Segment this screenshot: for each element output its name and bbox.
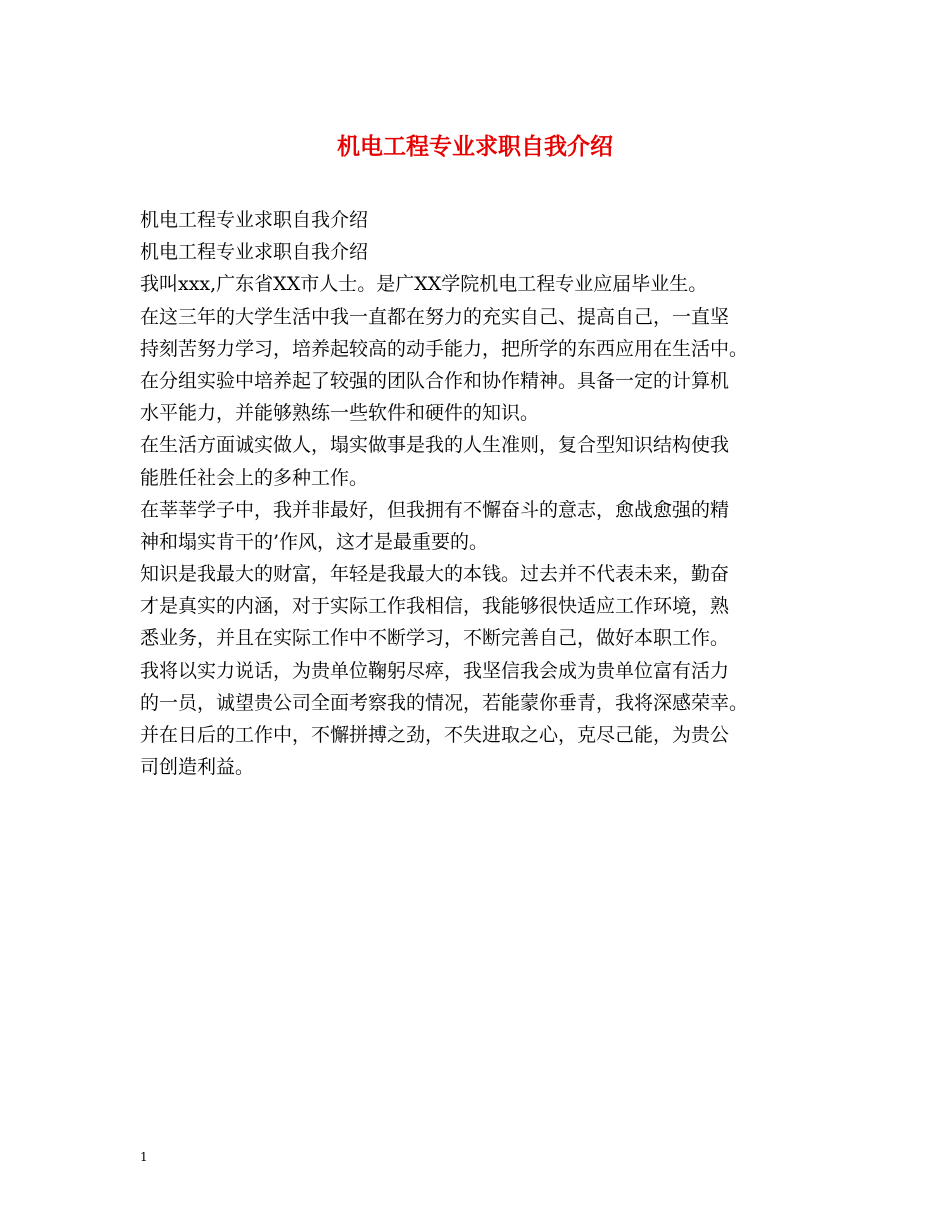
document-title: 机电工程专业求职自我介绍 bbox=[337, 133, 613, 160]
body-line: 我将以实力说话，为贵单位鞠躬尽瘁，我坚信我会成为贵单位富有活力 bbox=[140, 659, 730, 682]
body-line: 并在日后的工作中，不懈拼搏之劲，不失进取之心，克尽己能，为贵公 bbox=[140, 724, 730, 746]
body-line: 我叫xxx,广东省XX市人士。是广XX学院机电工程专业应届毕业生。 bbox=[140, 273, 708, 296]
body-line: 在这三年的大学生活中我一直都在努力的充实自己、提高自己，一直坚 bbox=[140, 305, 730, 328]
body-line: 在莘莘学子中，我并非最好，但我拥有不懈奋斗的意志，愈战愈强的精 bbox=[140, 498, 730, 521]
body-line: 才是真实的内涵，对于实际工作我相信，我能够很快适应工作环境，熟 bbox=[140, 595, 730, 618]
page-number: 1 bbox=[140, 1150, 148, 1164]
document-body bbox=[140, 204, 820, 783]
body-line: 司创造利益。 bbox=[140, 756, 255, 779]
body-line: 的一员，诚望贵公司全面考察我的情况，若能蒙你垂青，我将深感荣幸。 bbox=[140, 691, 749, 714]
body-line: 在生活方面诚实做人，塌实做事是我的人生准则，复合型知识结构使我 bbox=[140, 434, 730, 457]
body-line: 悉业务，并且在实际工作中不断学习，不断完善自己，做好本职工作。 bbox=[140, 627, 730, 650]
body-line: 在分组实验中培养起了较强的团队合作和协作精神。具备一定的计算机 bbox=[140, 369, 730, 392]
body-line: 持刻苦努力学习，培养起较高的动手能力，把所学的东西应用在生活中。 bbox=[140, 337, 749, 360]
body-line: 水平能力，并能够熟练一些软件和硬件的知识。 bbox=[140, 402, 540, 425]
body-line: 机电工程专业求职自我介绍 bbox=[140, 209, 369, 231]
body-line: 机电工程专业求职自我介绍 bbox=[140, 241, 369, 264]
body-line: 能胜任社会上的多种工作。 bbox=[140, 466, 369, 489]
body-line: 神和塌实肯干的’作风，这才是最重要的。 bbox=[140, 530, 489, 553]
body-line: 知识是我最大的财富，年轻是我最大的本钱。过去并不代表未来，勤奋 bbox=[140, 563, 730, 586]
